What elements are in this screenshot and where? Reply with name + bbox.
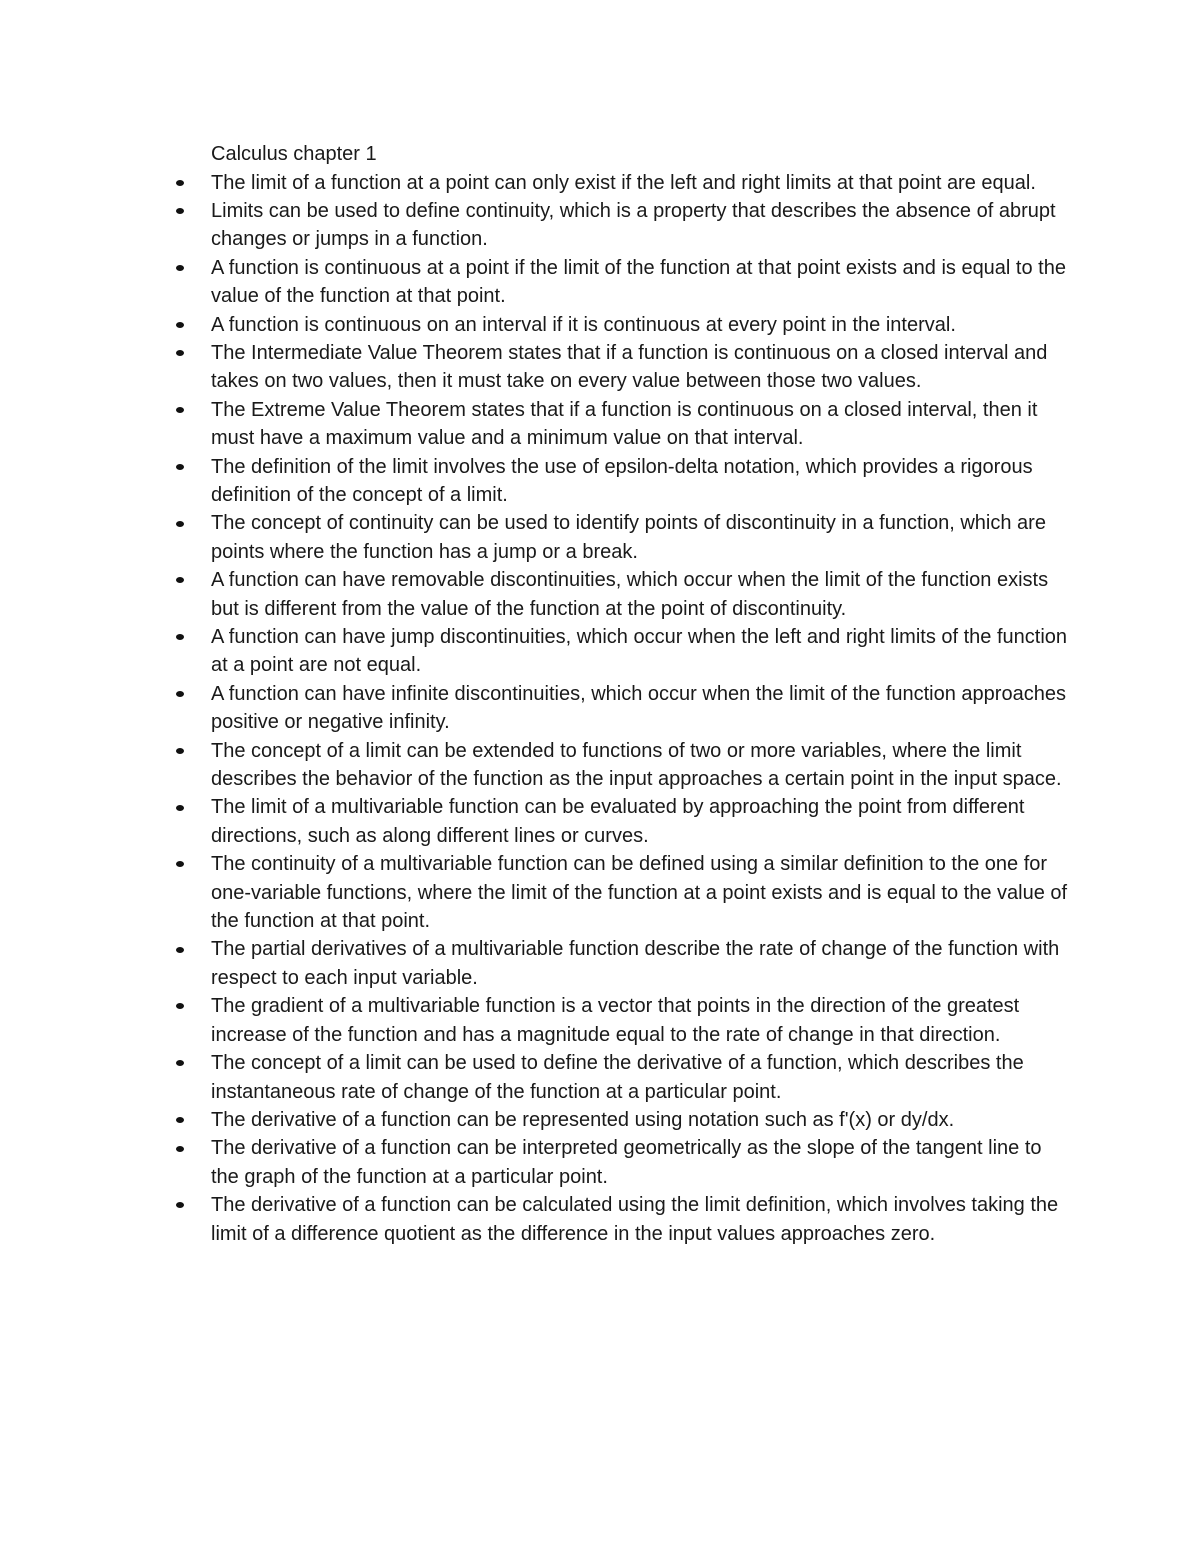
- notes-list: [211, 169, 1071, 1248]
- list-item: [211, 254, 1071, 311]
- bullet-icon: [176, 350, 184, 356]
- list-item: [211, 623, 1071, 680]
- list-item-text: The partial derivatives of a multivariable function describe the rate of change of the function with respect to each input variable.: [211, 938, 1060, 989]
- bullet-icon: [176, 861, 184, 867]
- bullet-icon: [176, 1146, 184, 1152]
- bullet-icon: [176, 805, 184, 811]
- list-item-text: The concept of continuity can be used to identify points of discontinuity in a function, which are points where the function has a jump or a break.: [211, 512, 1046, 563]
- bullet-icon: [176, 1003, 184, 1009]
- list-item: [211, 509, 1071, 566]
- bullet-icon: [176, 947, 184, 953]
- bullet-icon: [176, 322, 184, 328]
- list-item: [211, 850, 1071, 935]
- list-item-text: A function can have jump discontinuities, which occur when the left and right limits of the function at a point are not equal.: [211, 626, 1068, 677]
- list-item-text: The derivative of a function can be calculated using the limit definition, which involves taking the limit of a difference quotient as the difference in the input values approaches zero.: [211, 1194, 1059, 1245]
- list-item: [211, 311, 1071, 339]
- list-item-text: The Intermediate Value Theorem states that if a function is continuous on a closed interval and takes on two values, then it must take on every value between those two values.: [211, 341, 1048, 393]
- list-item-text: The concept of a limit can be used to define the derivative of a function, which describes the instantaneous rate of change of the function at a particular point.: [211, 1052, 1024, 1103]
- list-item-text: The derivative of a function can be interpreted geometrically as the slope of the tangent line to the graph of the function at a particular point.: [211, 1137, 1042, 1188]
- list-item: [211, 396, 1071, 453]
- list-item: [211, 566, 1071, 623]
- list-item: [211, 680, 1071, 737]
- list-item-text: A function is continuous at a point if the limit of the function at that point exists and is equal to the value of the function at that point.: [211, 256, 1066, 308]
- list-item: [211, 169, 1071, 197]
- bullet-icon: [176, 521, 184, 527]
- list-item-text: The derivative of a function can be represented using notation such as f'(x) or dy/dx.: [211, 1108, 955, 1131]
- bullet-icon: [176, 265, 184, 271]
- list-item: [211, 1106, 1071, 1134]
- list-item-text: The concept of a limit can be extended to functions of two or more variables, where the limit describes the behavior of the function as the input approaches a certain point in the input space.: [211, 739, 1062, 791]
- list-item: [211, 1134, 1071, 1191]
- list-item-text: Limits can be used to define continuity, which is a property that describes the absence of abrupt changes or jumps in a function.: [211, 199, 1056, 251]
- list-item: [211, 737, 1071, 794]
- list-item-text: The continuity of a multivariable function can be defined using a similar definition to the one for one-variable functions, where the limit of the function at a point exists and is equal to the value of the function at that point.: [211, 853, 1068, 933]
- list-item: [211, 793, 1071, 850]
- document-title: Calculus chapter 1: [211, 143, 377, 165]
- list-item-text: The limit of a function at a point can only exist if the left and right limits at that point are equal.: [211, 171, 1036, 194]
- list-item: [211, 453, 1071, 510]
- list-item: [211, 1191, 1071, 1248]
- list-item-text: A function can have removable discontinuities, which occur when the limit of the function exists but is different from the value of the function at the point of discontinuity.: [211, 569, 1049, 620]
- list-item-text: The gradient of a multivariable function is a vector that points in the direction of the greatest increase of the function and has a magnitude equal to the rate of change in that direction.: [211, 995, 1020, 1046]
- list-item-text: The limit of a multivariable function can be evaluated by approaching the point from different directions, such as along different lines or curves.: [211, 796, 1025, 847]
- list-item-text: A function can have infinite discontinuities, which occur when the limit of the function approaches positive or negative infinity.: [211, 682, 1066, 734]
- bullet-icon: [176, 1117, 184, 1123]
- bullet-icon: [176, 180, 184, 186]
- bullet-icon: [176, 691, 184, 697]
- bullet-icon: [176, 1202, 184, 1208]
- list-item-text: The Extreme Value Theorem states that if a function is continuous on a closed interval, then it must have a maximum value and a minimum value on that interval.: [211, 398, 1038, 450]
- bullet-icon: [176, 208, 184, 214]
- bullet-icon: [176, 464, 184, 470]
- list-item: [211, 992, 1071, 1049]
- bullet-icon: [176, 1060, 184, 1066]
- bullet-icon: [176, 407, 184, 413]
- list-item: [211, 339, 1071, 396]
- list-item-text: A function is continuous on an interval if it is continuous at every point in the interval.: [211, 313, 956, 336]
- bullet-icon: [176, 577, 184, 583]
- list-item: [211, 935, 1071, 992]
- list-item-text: The definition of the limit involves the use of epsilon-delta notation, which provides a rigorous definition of the concept of a limit.: [211, 455, 1033, 506]
- bullet-icon: [176, 634, 184, 640]
- list-item: [211, 1049, 1071, 1106]
- list-item: [211, 197, 1071, 254]
- bullet-icon: [176, 748, 184, 754]
